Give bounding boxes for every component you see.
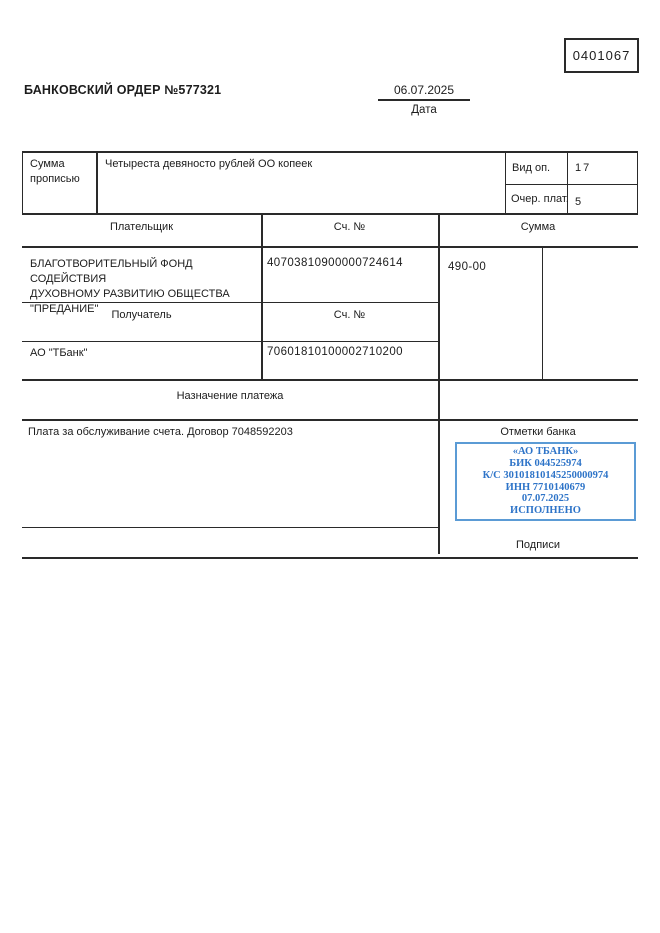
stamp-date: 07.07.2025 [521,493,570,505]
stamp-bik: БИК 044525974 [509,457,582,469]
amount-words-label: Сумма прописью [30,158,80,185]
priority-value: 5 [575,196,582,208]
stamp-inn: ИНН 7710140679 [505,481,586,493]
form-code: 0401067 [572,48,631,63]
amount-words-divider [96,151,98,214]
payee-name: АО "ТБанк" [30,347,88,359]
payer-account-number: 40703810900000724614 [267,257,403,269]
purpose-header: Назначение платежа [176,390,284,402]
payee-row-bottom-border [22,379,638,381]
payer-account-header: Сч. № [333,221,366,233]
payee-account-header: Сч. № [333,309,366,321]
optype-label: Вид оп. [512,162,551,174]
payer-header: Плательщик [109,221,174,233]
optype-value: 17 [575,162,592,174]
top-section-bottom-border [22,213,638,215]
payer-name-line3: "ПРЕДАНИЕ" [30,303,99,315]
bank-stamp [455,442,636,521]
table-top-border [22,151,638,153]
payee-header: Получатель [111,309,172,321]
date-underline [378,99,470,101]
date-label: Дата [411,104,437,116]
amount-value: 490-00 [448,261,487,273]
optype-left-divider [505,151,506,214]
top-section-right-border [637,151,638,214]
signatures-label: Подписи [516,539,560,551]
page-title: БАНКОВСКИЙ ОРДЕР №577321 [24,83,222,97]
stamp-bank-name: «АО ТБАНК» [512,446,579,458]
priority-label: Очер. плат. [511,193,569,205]
stamp-corr-account: К/С 30101810145250000974 [482,469,609,481]
payer-name-line2: ДУХОВНОМУ РАЗВИТИЮ ОБЩЕСТВА [30,288,230,300]
purpose-header-bottom-border [22,419,638,421]
payer-name-line1: БЛАГОТВОРИТЕЛЬНЫЙ ФОНД СОДЕЙСТВИЯ [30,258,193,285]
bank-marks-header: Отметки банка [500,426,576,438]
form-code-box [564,38,639,73]
payer-account-divider [261,213,263,380]
purpose-value-bottom-border [22,527,438,528]
top-section-left-border [22,151,23,214]
main-right-divider [438,213,440,554]
amount-sub-divider [542,246,543,380]
table-bottom-border [22,557,638,559]
payer-header-bottom-border [22,246,638,248]
stamp-executed: ИСПОЛНЕНО [510,505,581,517]
date-value: 06.07.2025 [393,83,455,97]
payee-account-number: 70601810100002710200 [267,346,403,358]
payee-header-divider [22,341,438,342]
purpose-value: Плата за обслуживание счета. Договор 7048592203 [28,426,293,438]
optype-row-divider [505,184,638,185]
amount-words-value: Четыреста девяносто рублей ОО копеек [105,158,313,170]
amount-column-header: Сумма [520,221,556,233]
